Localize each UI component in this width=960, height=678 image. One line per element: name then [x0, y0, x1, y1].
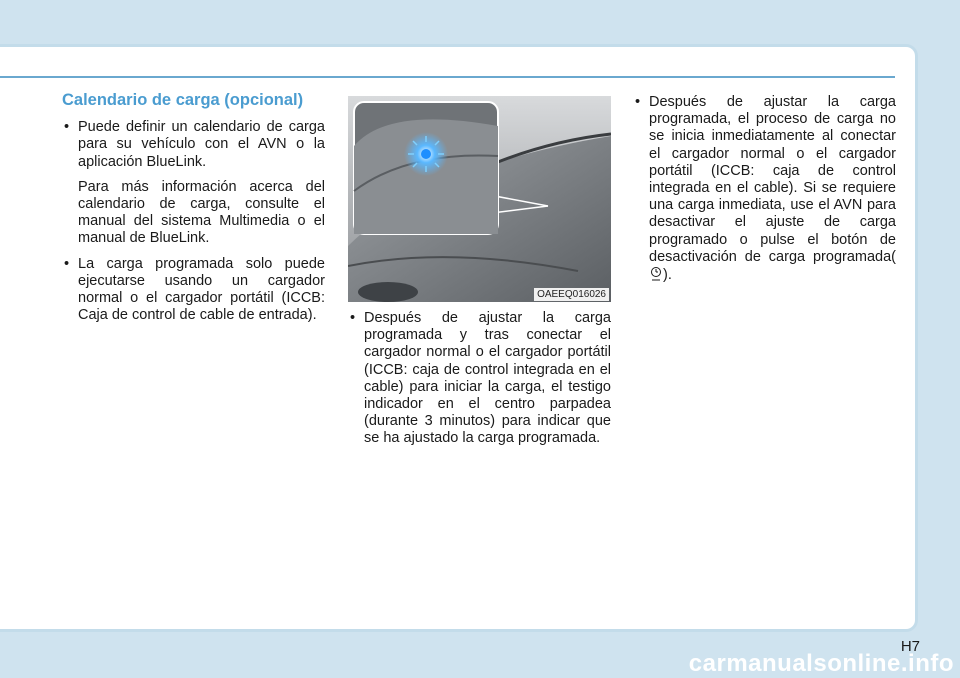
- column-left: [62, 92, 325, 332]
- bullet-deactivate-tail: ).: [663, 267, 672, 284]
- section-title: Calendario de carga (opcional): [62, 91, 304, 109]
- bullet-deactivate-text: Después de ajustar la carga programada, el proceso de carga no se inicia inmediatamente al conectar el cargador normal o el cargador portátil (ICCB: caja de control integrada en el cable). Si se requiere una carga inmediata, use el AVN para desactivar el ajuste de carga programado o pulse el botón de desactivación de carga programada(: [649, 94, 896, 265]
- bullet-deactivate: [633, 94, 896, 287]
- figure-code: OAEEQ016026: [534, 288, 609, 301]
- scheduled-charge-off-icon: [649, 266, 663, 287]
- column-middle: [348, 96, 611, 456]
- bullet-charger-type: • La carga programada solo puede ejecutarse usando un cargador normal o el cargador portátil (ICCB: Caja de control de cable de entrada).: [62, 256, 325, 325]
- figure-charging-indicator: [348, 96, 611, 302]
- car-hood-illustration: [348, 96, 611, 302]
- watermark: carmanualsonline.info: [688, 650, 954, 677]
- paragraph-more-info: Para más información acerca del calendario de carga, consulte el manual del sistema Multimedia o el manual de BlueLink.: [78, 178, 325, 247]
- page-number: H7: [900, 638, 920, 655]
- bullet-schedule: • Puede definir un calendario de carga para su vehículo con el AVN o la aplicación BlueLink.: [62, 119, 325, 171]
- header-rule: [0, 76, 895, 78]
- column-right: [633, 94, 896, 295]
- bullet-indicator-blink: • Después de ajustar la carga programada y tras conectar el cargador normal o el cargador portátil (ICCB: caja de control integrada en el cable) para iniciar la carga, el testigo indicador en el centro parpadea (durante 3 minutos) para indicar que se ha ajustado la carga programada.: [348, 310, 611, 448]
